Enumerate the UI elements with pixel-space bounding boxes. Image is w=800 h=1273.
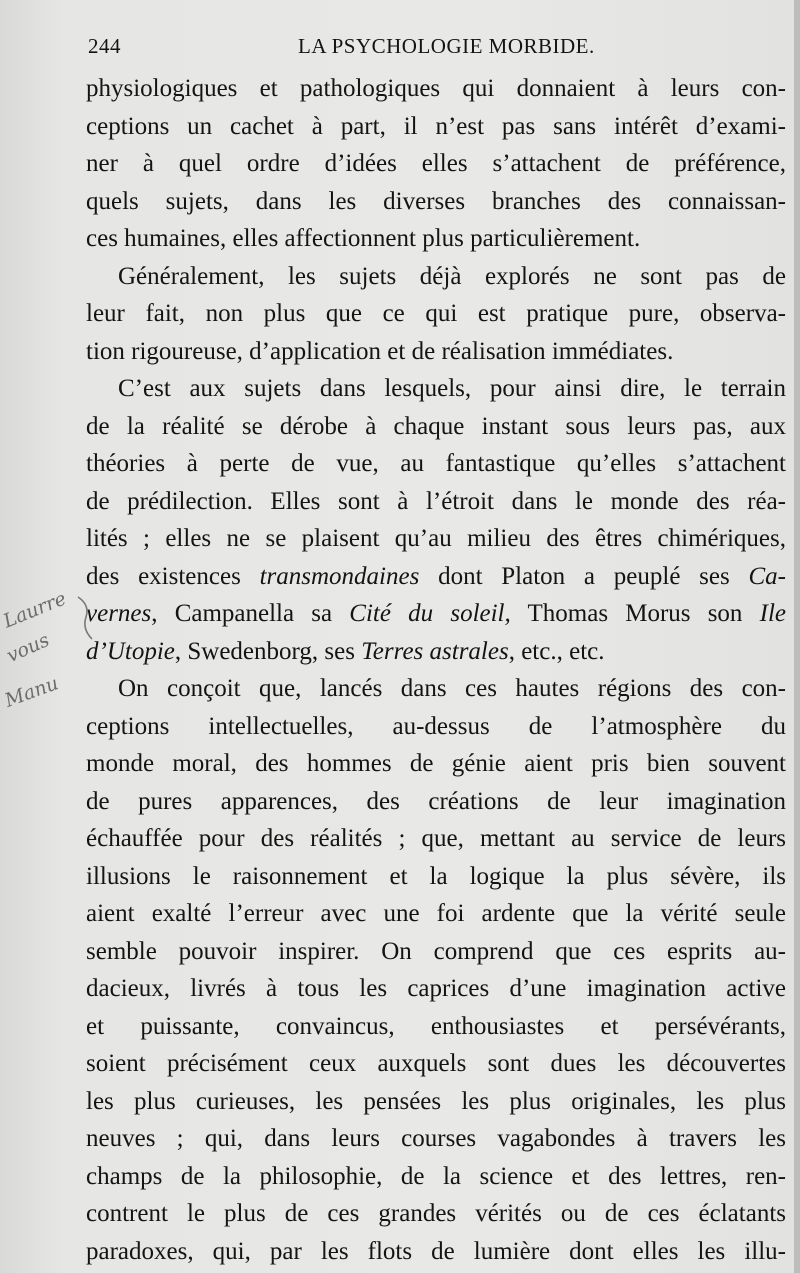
text-line bbox=[86, 595, 786, 633]
text-line: neuves ; qui, dans leurs courses vagabondes à travers les bbox=[86, 1125, 786, 1152]
text-line: de la réalité se dérobe à chaque instant sous leurs pas, aux bbox=[86, 412, 786, 440]
text-segment: , Swedenborg, ses bbox=[174, 637, 362, 665]
italic-text-segment: Cité du soleil, bbox=[349, 600, 511, 627]
italic-text-segment: Ile bbox=[759, 600, 786, 627]
text-line: illusions le raisonnement et la logique la plus sévère, ils bbox=[86, 862, 786, 890]
page-number: 244 bbox=[88, 34, 121, 58]
text-segment: , etc., etc. bbox=[508, 637, 605, 665]
text-line: dacieux, livrés à tous les caprices d’une imagination active bbox=[86, 975, 786, 1002]
text-line: C’est aux sujets dans lesquels, pour ainsi dire, le terrain bbox=[118, 375, 786, 402]
text-line: soient précisément ceux auxquels sont dues les découvertes bbox=[86, 1050, 786, 1077]
text-segment: des existences bbox=[86, 562, 260, 590]
text-line: lités ; elles ne se plaisent qu’au milieu des êtres chimériques, bbox=[86, 525, 786, 552]
text-line: et puissante, convaincus, enthousiastes et persévérants, bbox=[86, 1012, 786, 1040]
text-segment: Thomas Morus son bbox=[510, 600, 760, 627]
page-edge-shadow bbox=[794, 0, 800, 1273]
margin-bracket-mark bbox=[74, 595, 96, 641]
text-line bbox=[86, 633, 786, 671]
text-line: ceptions un cachet à part, il n’est pas sans intérêt d’exami- bbox=[86, 112, 786, 140]
text-line: On conçoit que, lancés dans ces hautes régions des con- bbox=[118, 675, 786, 702]
running-title: LA PSYCHOLOGIE MORBIDE. bbox=[298, 34, 595, 58]
italic-text-segment: vernes bbox=[86, 600, 152, 627]
text-segment: , Campanella sa bbox=[151, 600, 350, 627]
handwritten-note-line: Manu bbox=[1, 672, 62, 712]
handwritten-note-line: vous bbox=[3, 628, 53, 668]
text-line bbox=[86, 558, 786, 596]
body-text bbox=[86, 70, 786, 1270]
text-line: semble pouvoir inspirer. On comprend que ces esprits au- bbox=[86, 937, 786, 965]
text-line: paradoxes, qui, par les flots de lumière dont elles les illu- bbox=[86, 1237, 786, 1265]
text-line: ner à quel ordre d’idées elles s’attachent de préférence, bbox=[86, 150, 786, 177]
running-header bbox=[88, 34, 788, 60]
text-line: théories à perte de vue, au fantastique qu’elles s’attachent bbox=[86, 450, 786, 477]
text-line: ces humaines, elles affectionnent plus particulièrement. bbox=[86, 225, 641, 252]
text-line: tion rigoureuse, d’application et de réalisation immédiates. bbox=[86, 337, 674, 365]
text-line: monde moral, des hommes de génie aient pris bien souvent bbox=[86, 750, 786, 777]
text-line: les plus curieuses, les pensées les plus originales, les plus bbox=[86, 1087, 786, 1115]
text-line: champs de la philosophie, de la science et des lettres, ren- bbox=[86, 1162, 786, 1190]
italic-text-segment: transmondaines bbox=[259, 562, 420, 590]
text-line: de pures apparences, des créations de leur imagination bbox=[86, 787, 786, 815]
text-line: ceptions intellectuelles, au-dessus de l’atmosphère du bbox=[86, 712, 786, 740]
italic-text-segment: Terres astrales bbox=[361, 637, 509, 665]
text-segment: dont Platon a peuplé ses bbox=[419, 562, 749, 590]
italic-text-segment: Ca- bbox=[748, 562, 786, 590]
text-line: leur fait, non plus que ce qui est pratique pure, observa- bbox=[86, 300, 786, 327]
text-line: échauffée pour des réalités ; que, mettant au service de leurs bbox=[86, 825, 786, 852]
italic-text-segment: d’Utopie bbox=[86, 637, 175, 665]
text-line: quels sujets, dans les diverses branches des connaissan- bbox=[86, 187, 786, 215]
text-line: contrent le plus de ces grandes vérités ou de ces éclatants bbox=[86, 1200, 786, 1227]
text-line: aient exalté l’erreur avec une foi ardente que la vérité seule bbox=[86, 900, 786, 927]
text-line: de prédilection. Elles sont à l’étroit dans le monde des réa- bbox=[86, 487, 786, 515]
text-line: Généralement, les sujets déjà explorés ne sont pas de bbox=[118, 262, 786, 290]
handwritten-margin-note bbox=[0, 585, 100, 735]
handwritten-note-line: Laurre bbox=[0, 587, 70, 633]
text-line: physiologiques et pathologiques qui donnaient à leurs con- bbox=[86, 75, 786, 102]
